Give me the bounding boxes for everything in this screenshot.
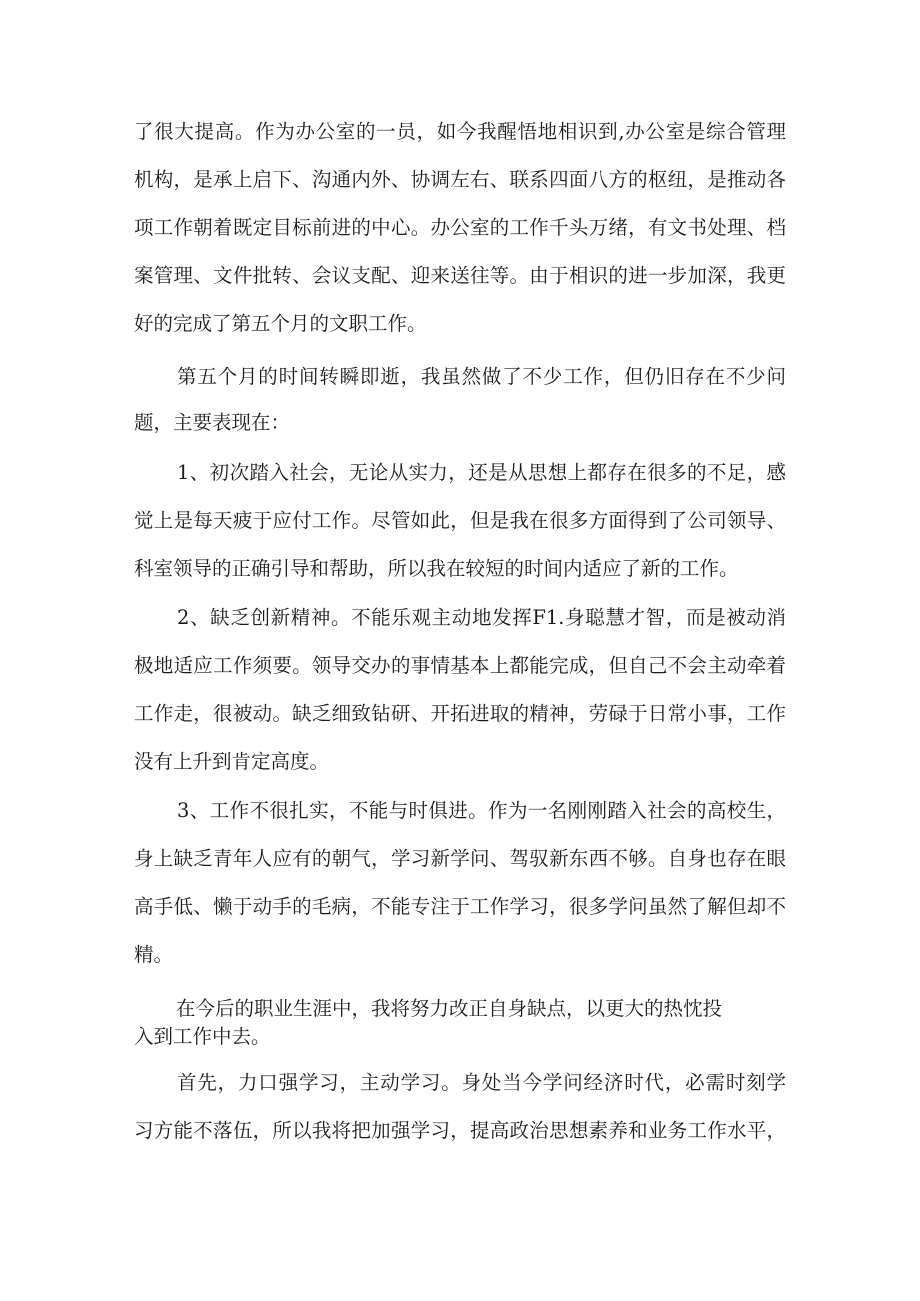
body-text-line: 科室领导的正确引导和帮助，所以我在较短的时间内适应了新的工作。: [134, 557, 739, 580]
body-text-line: 觉上是每天疲于应付工作。尽管如此，但是我在很多方面得到了公司领导、: [134, 509, 786, 532]
body-text-line: 精。: [134, 943, 174, 966]
body-text-line: 题，主要表现在：: [134, 411, 291, 434]
body-text-line: 了很大提高。作为办公室的一员，如今我醒悟地相识到,办公室是综合管理: [134, 120, 786, 143]
list-item-2-first-line: 2、缺乏创新精神。不能乐观主动地发挥F1.身聪慧才智，而是被动消: [177, 606, 786, 629]
body-text-line: 机构，是承上启下、沟通内外、协调左右、联系四面八方的枢纽，是推动各: [134, 168, 786, 191]
list-item-3-first-line: 3、工作不很扎实，不能与时俱进。作为一名刚刚踏入社会的高校生，: [177, 799, 786, 822]
list-item-1-first-line: 1、初次踏入社会，无论从实力，还是从思想上都存在很多的不足，感: [177, 461, 786, 484]
body-text-line: 入到工作中去。: [134, 1025, 271, 1048]
body-text-line: 身上缺乏青年人应有的朝气，学习新学问、驾驭新东西不够。自身也存在眼: [134, 847, 786, 870]
body-text-line: 高手低、懒于动手的毛病，不能专注于工作学习，很多学问虽然了解但却不: [134, 895, 786, 918]
paragraph-first-line: 第五个月的时间转瞬即逝，我虽然做了不少工作，但仍旧存在不少问: [177, 365, 786, 388]
body-text-line: 好的完成了第五个月的文职工作。: [134, 312, 427, 335]
body-text-line: 项工作朝着既定目标前进的中心。办公室的工作千头万绪，有文书处理、档: [134, 216, 786, 239]
body-text-line: 案管理、文件批转、会议支配、迎来送往等。由于相识的进一步加深，我更: [134, 264, 786, 287]
body-text-line: 没有上升到肯定高度。: [134, 750, 330, 773]
paragraph-first-line: 首先，力口强学习，主动学习。身处当今学问经济时代，必需时刻学: [177, 1071, 786, 1094]
paragraph-first-line: 在今后的职业生涯中，我将努力改正自身缺点，以更大的热忱投: [176, 997, 723, 1020]
body-text-line: 极地适应工作须要。领导交办的事情基本上都能完成，但自己不会主动牵着: [134, 654, 786, 677]
body-text-line: 习方能不落伍，所以我将把加强学习，提高政治思想素养和业务工作水平，: [134, 1119, 786, 1142]
body-text-line: 工作走，很被动。缺乏细致钻研、开拓进取的精神，劳碌于日常小事，工作: [134, 702, 786, 725]
